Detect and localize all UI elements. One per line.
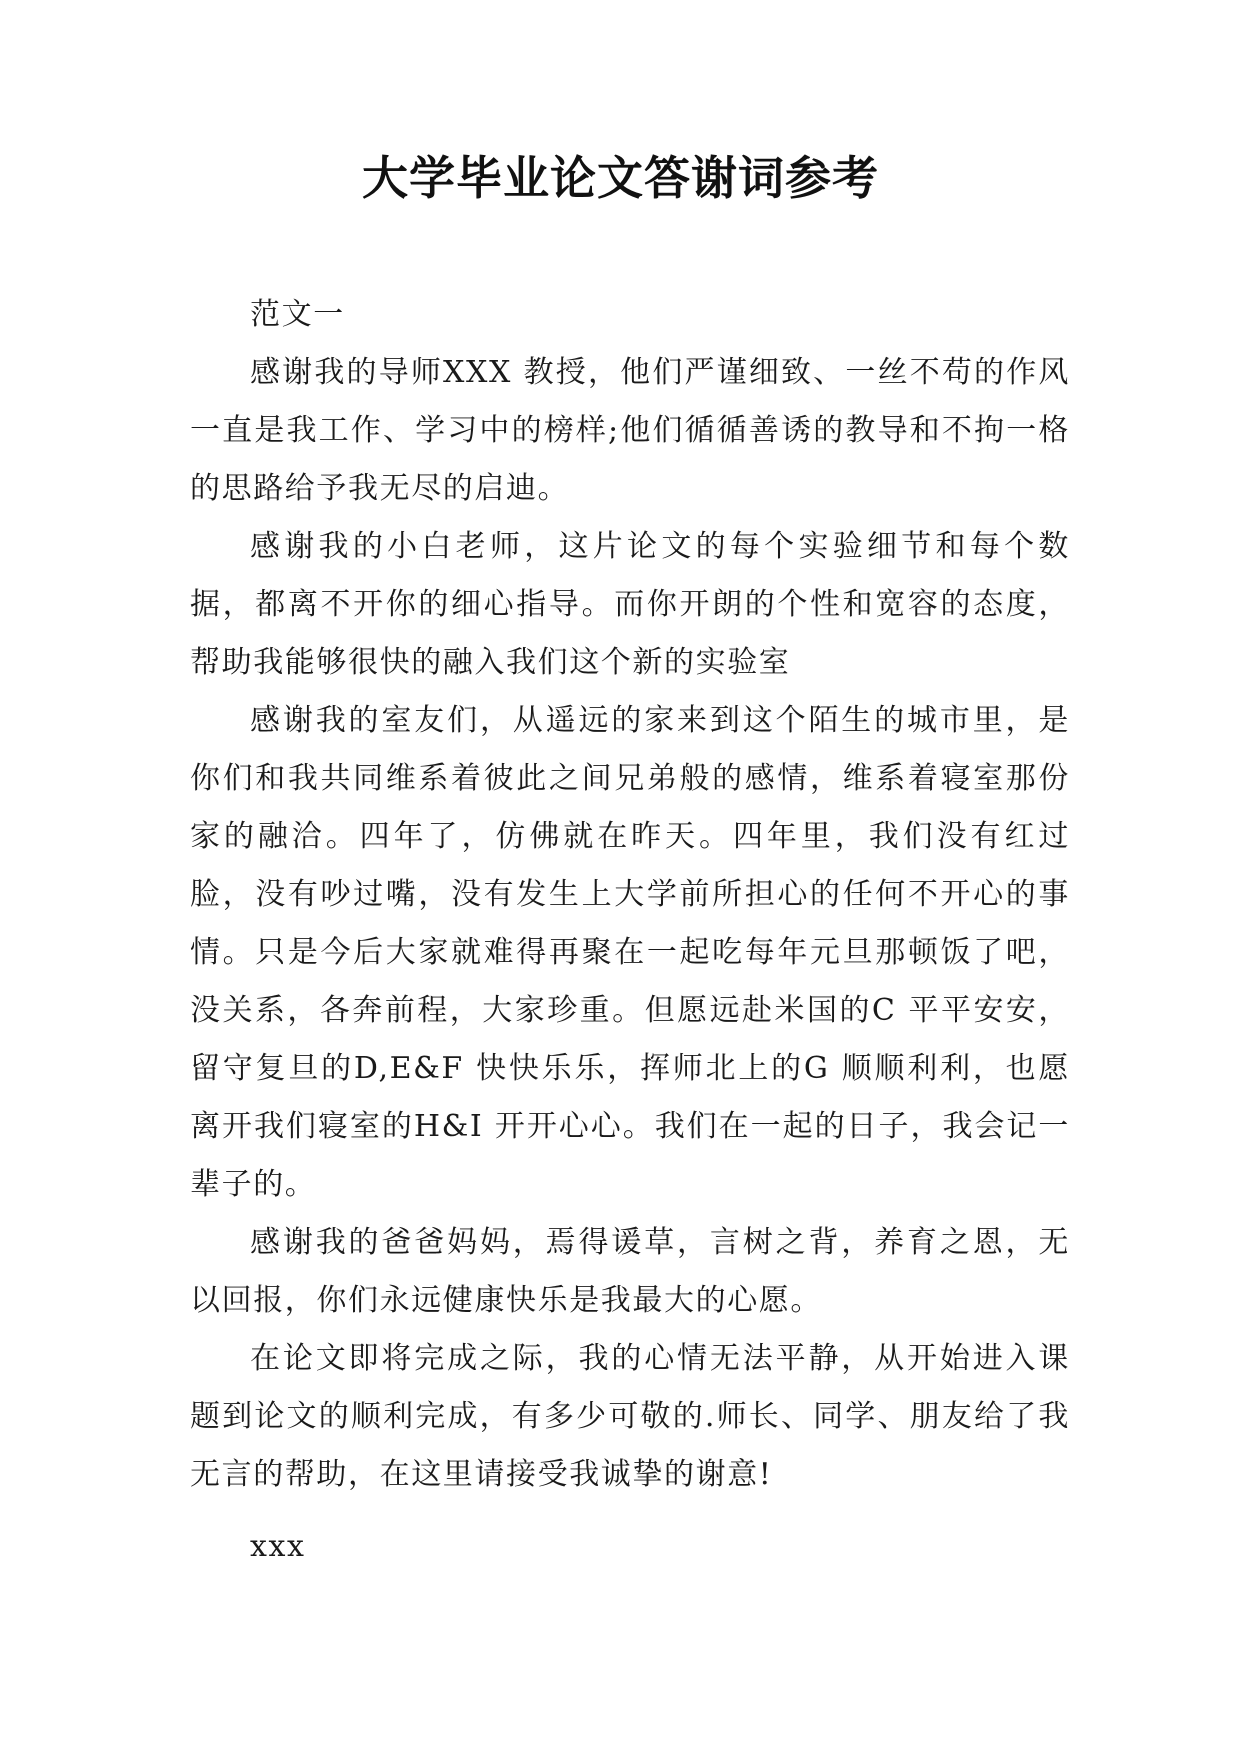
paragraph-advisor: 感谢我的导师XXX 教授，他们严谨细致、一丝不苟的作风一直是我工作、学习中的榜样;他们循循善诱的教导和不拘一格的思路给予我无尽的启迪。 [190, 355, 1070, 506]
section-heading: 范文一 [250, 297, 345, 332]
paragraph-closing: 在论文即将完成之际，我的心情无法平静，从开始进入课题到论文的顺利完成，有多少可敬的.师长、同学、朋友给了我无言的帮助，在这里请接受我诚挚的谢意! [190, 1341, 1070, 1492]
document-title: 大学毕业论文答谢词参考 [362, 151, 879, 205]
paragraph-teacher: 感谢我的小白老师，这片论文的每个实验细节和每个数据，都离不开你的细心指导。而你开朗的个性和宽容的态度，帮助我能够很快的融入我们这个新的实验室 [190, 529, 1070, 680]
paragraph-parents: 感谢我的爸爸妈妈，焉得谖草，言树之背，养育之恩，无以回报，你们永远健康快乐是我最大的心愿。 [190, 1225, 1070, 1318]
paragraph-roommates: 感谢我的室友们，从遥远的家来到这个陌生的城市里，是你们和我共同维系着彼此之间兄弟般的感情，维系着寝室那份家的融洽。四年了，仿佛就在昨天。四年里，我们没有红过脸，没有吵过嘴，没有发生上大学前所担心的任何不开心的事情。只是今后大家就难得再聚在一起吃每年元旦那顿饭了吧，没关系，各奔前程，大家珍重。但愿远赴米国的C 平平安安，留守复旦的D,E&F 快快乐乐，挥师北上的G 顺顺利利，也愿离开我们寝室的H&I 开开心心。我们在一起的日子，我会记一辈子的。 [190, 703, 1070, 1202]
document-body [190, 286, 1070, 1576]
signature: xxx [250, 1529, 306, 1564]
